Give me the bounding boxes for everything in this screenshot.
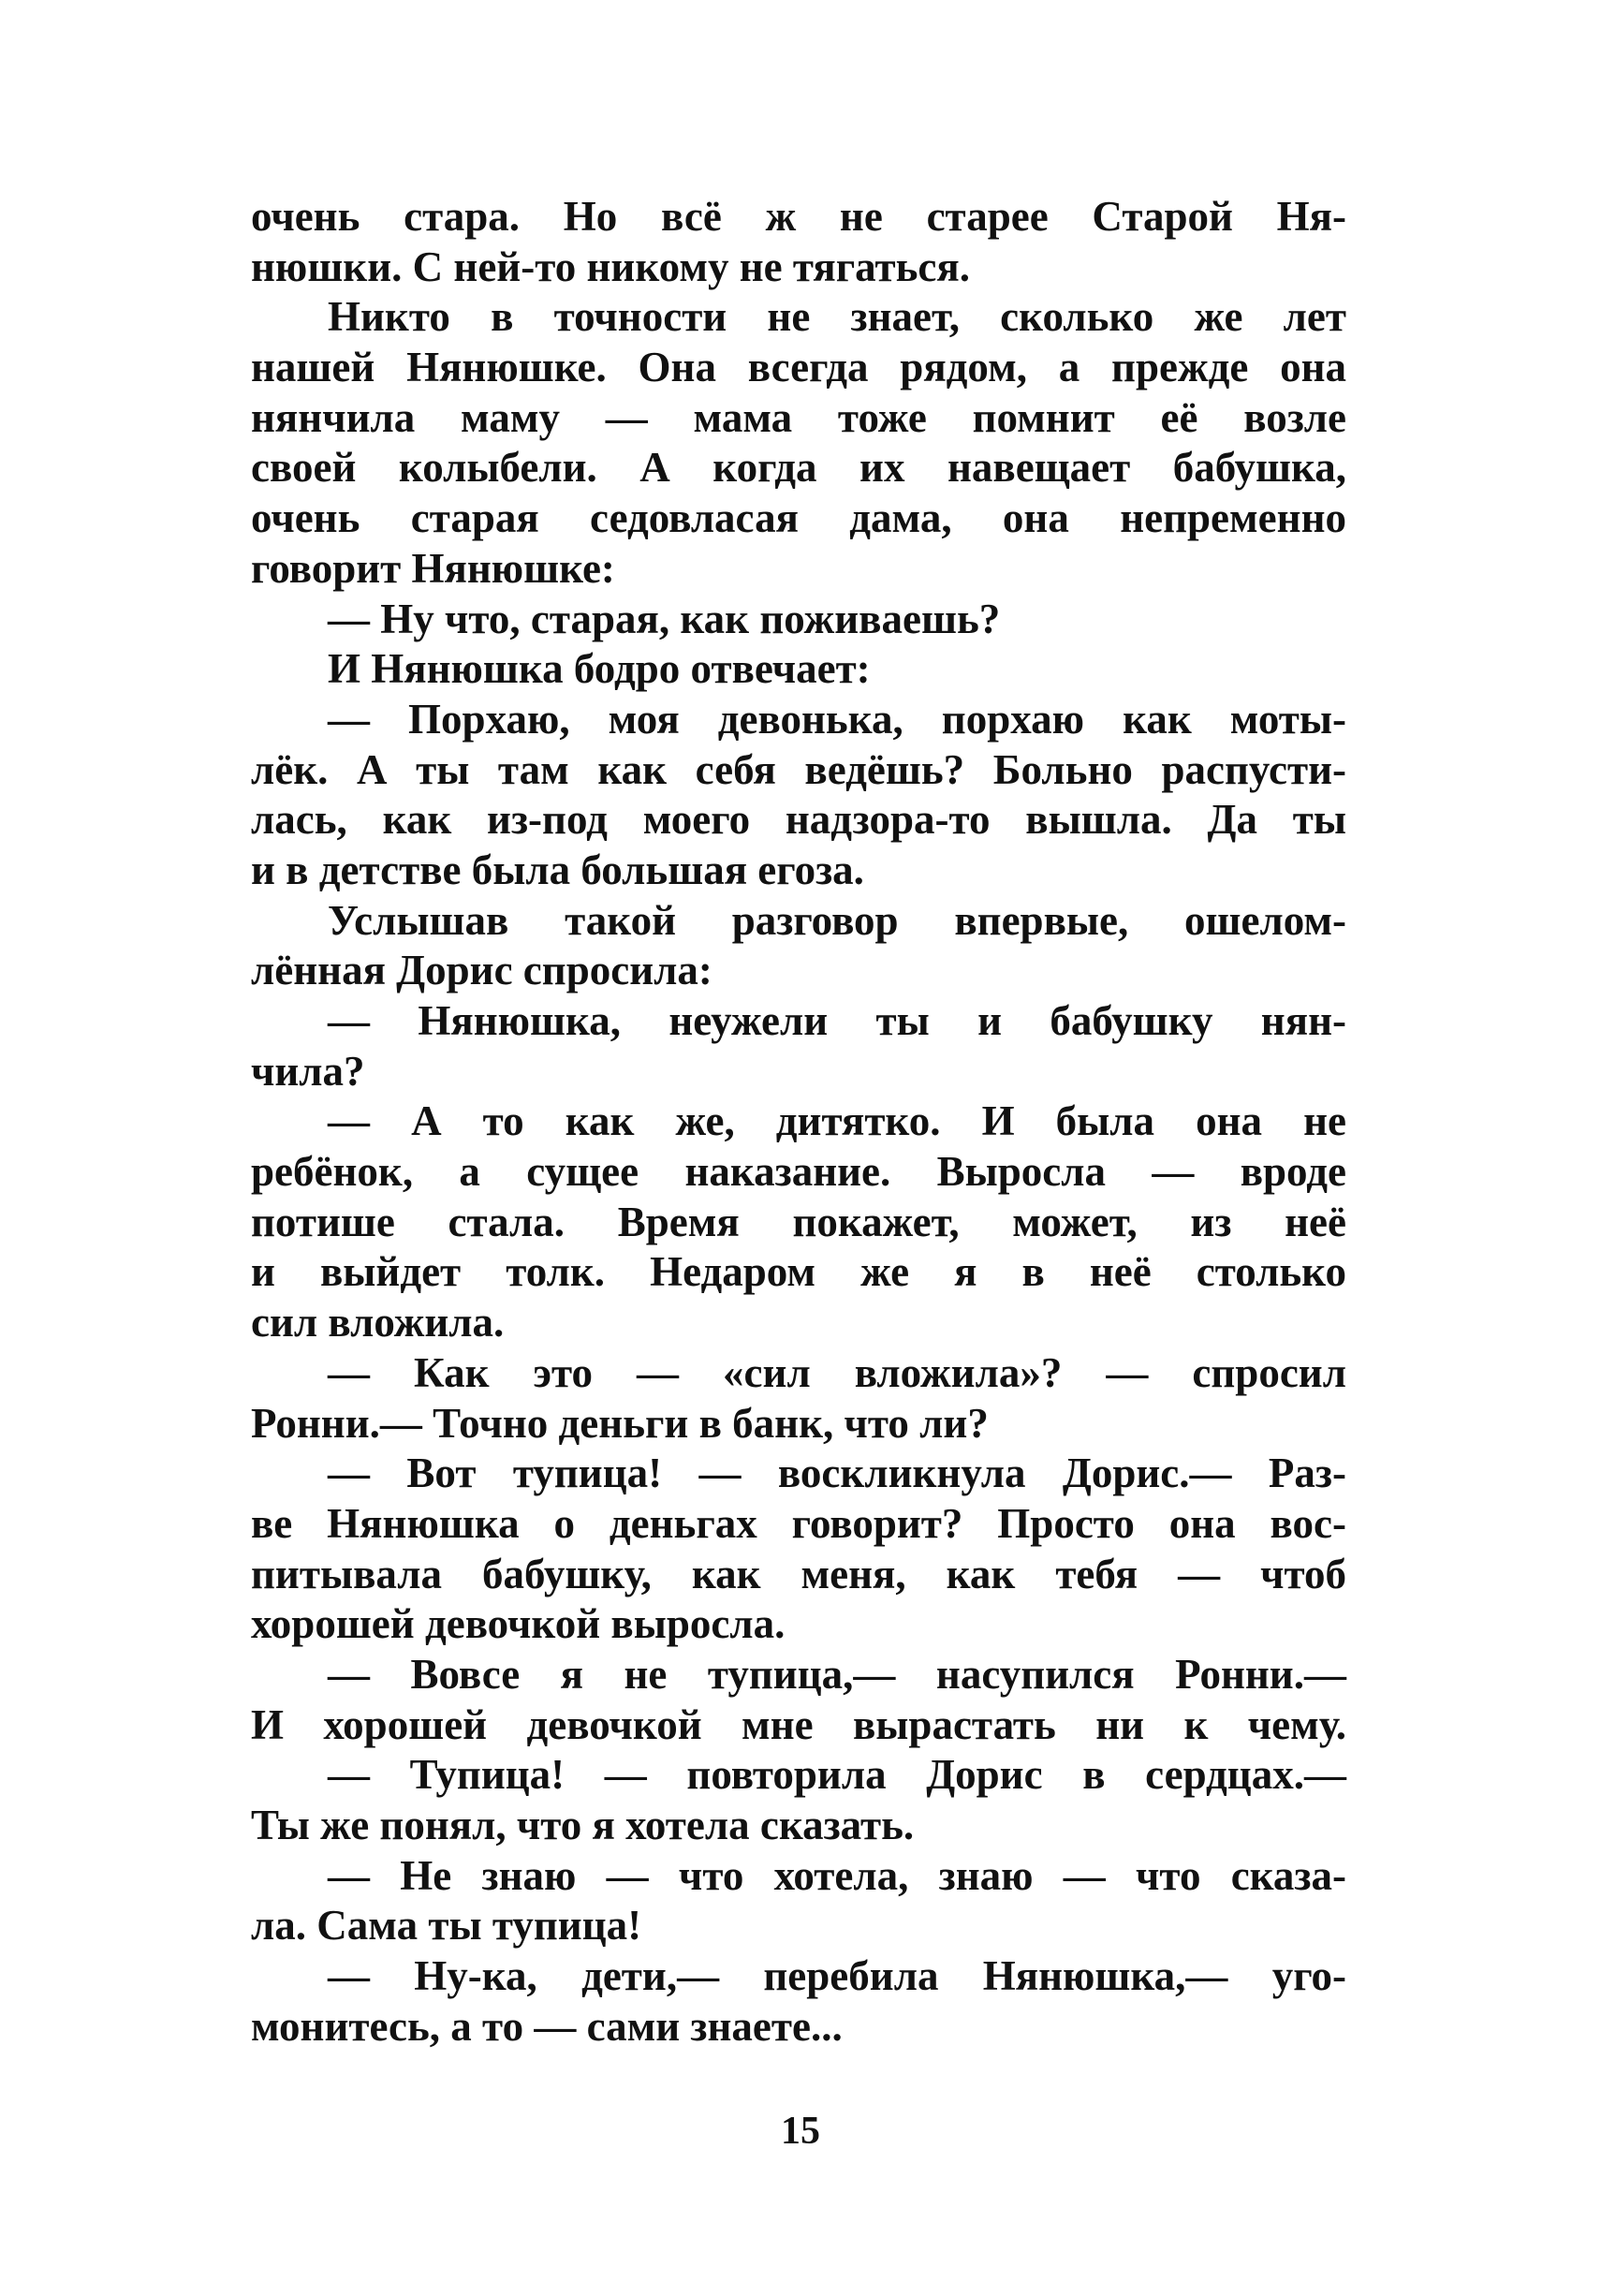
text-line: хорошей девочкой выросла. — [251, 1600, 786, 1648]
text-line: говорит Нянюшке: — [251, 544, 615, 592]
page-number: 15 — [781, 2110, 820, 2153]
text-line: И хорошей девочкой мне вырастать ни к чему. — [251, 1700, 1346, 1748]
text-line: своей колыбели. А когда их навещает бабушка, — [251, 444, 1346, 492]
text-line: нянчила маму — мама тоже помнит её возле — [251, 393, 1346, 441]
text-line: чила? — [251, 1047, 365, 1095]
text-line: сил вложила. — [251, 1299, 505, 1347]
text-line: — Как это — «сил вложила»? — спросил — [328, 1348, 1346, 1396]
text-line: — А то как же, дитятко. И была она не — [328, 1097, 1346, 1145]
text-line: питывала бабушку, как меня, как тебя — чтоб — [251, 1550, 1346, 1597]
text-line: Ты же понял, что я хотела сказать. — [251, 1802, 915, 1848]
text-line: нашей Нянюшке. Она всегда рядом, а прежде она — [251, 344, 1346, 391]
text-line: Никто в точности не знает, сколько же лет — [328, 293, 1346, 341]
text-line: ребёнок, а сущее наказание. Выросла — вроде — [251, 1148, 1346, 1196]
text-line: — Вот тупица! — воскликнула Дорис.— Раз- — [328, 1450, 1346, 1497]
text-line: и выйдет толк. Недаром же я в неё столько — [251, 1248, 1346, 1296]
page-text — [251, 192, 1346, 2052]
text-line: — Порхаю, моя девонька, порхаю как моты- — [328, 695, 1346, 743]
text-line: И Нянюшка бодро отвечает: — [328, 645, 871, 693]
text-line: — Вовсе я не тупица,— насупился Ронни.— — [328, 1650, 1346, 1698]
text-line: очень старая седовласая дама, она непременно — [251, 494, 1346, 542]
text-line: лась, как из-под моего надзора-то вышла. Да ты — [251, 796, 1346, 844]
text-line: — Нянюшка, неужели ты и бабушку нян- — [328, 997, 1346, 1044]
text-line: очень стара. Но всё ж не старее Старой Ня- — [251, 193, 1346, 240]
text-line: потише стала. Время покажет, может, из неё — [251, 1198, 1346, 1245]
text-line: монитесь, а то — сами знаете... — [251, 2002, 843, 2050]
text-line: Ронни.— Точно деньги в банк, что ли? — [251, 1399, 989, 1447]
text-line: ла. Сама ты тупица! — [251, 1902, 642, 1950]
text-line: лённая Дорис спросила: — [251, 947, 712, 994]
text-line: и в детстве была большая егоза. — [251, 846, 864, 893]
text-line: ве Нянюшка о деньгах говорит? Просто она вос- — [251, 1499, 1346, 1547]
text-line: — Тупица! — повторила Дорис в сердцах.— — [328, 1751, 1346, 1799]
text-line: нюшки. С ней-то никому не тягаться. — [251, 243, 970, 290]
text-line: — Ну что, старая, как поживаешь? — [328, 595, 1001, 642]
text-line: Услышав такой разговор впервые, ошелом- — [328, 896, 1346, 944]
text-line: — Не знаю — что хотела, знаю — что сказа- — [328, 1851, 1346, 1899]
text-line: лёк. А ты там как себя ведёшь? Больно распусти- — [251, 745, 1346, 793]
text-line: — Ну-ка, дети,— перебила Нянюшка,— уго- — [328, 1952, 1346, 2000]
